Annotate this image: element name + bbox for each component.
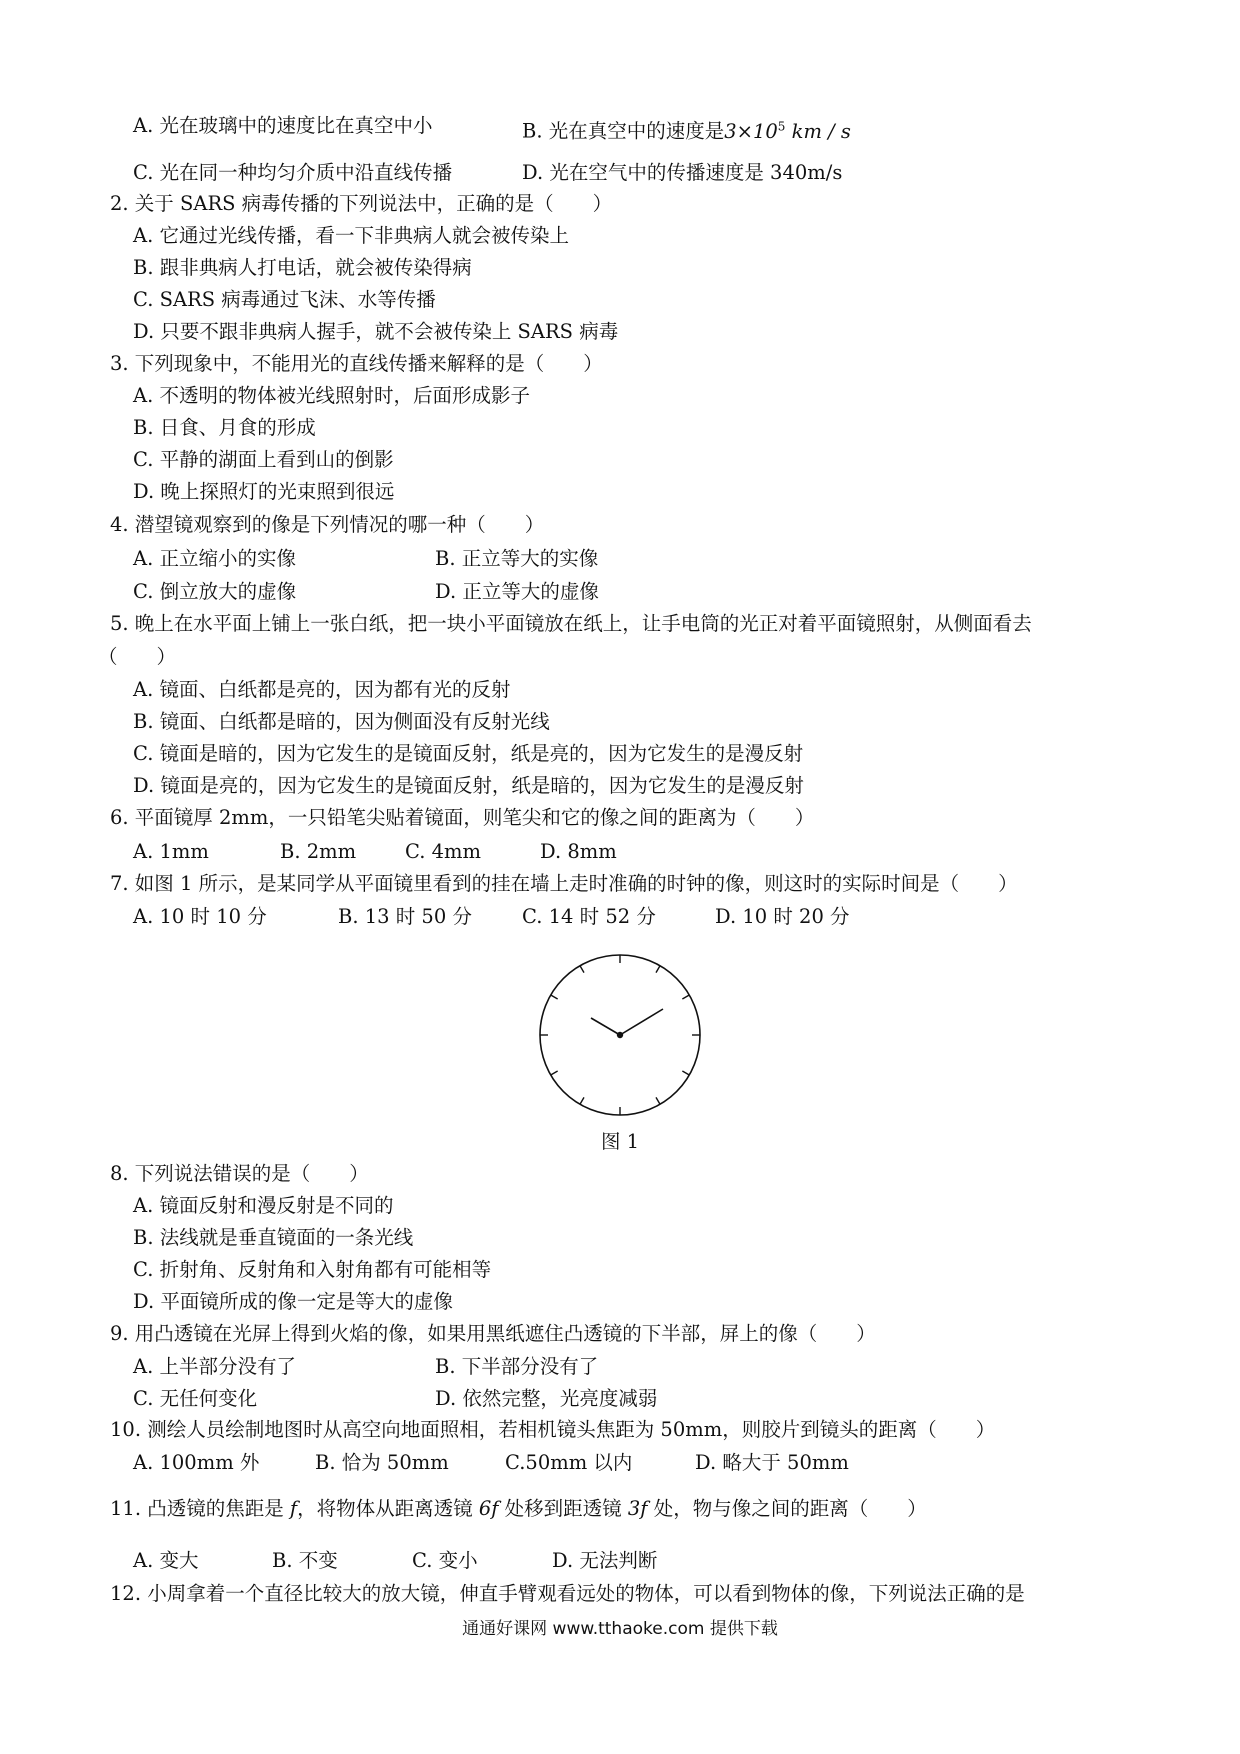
q5-stem-blank: （ ）: [98, 645, 177, 668]
q9-option-c: C. 无任何变化: [133, 1387, 258, 1410]
q7-option-d: D. 10 时 20 分: [715, 905, 850, 928]
q11-math-3f: 3f: [627, 1497, 648, 1520]
q2-stem: 2. 关于 SARS 病毒传播的下列说法中，正确的是（ ）: [110, 192, 613, 215]
q6-stem: 6. 平面镜厚 2mm，一只铅笔尖贴着镜面，则笔尖和它的像之间的距离为（ ）: [110, 806, 815, 829]
q1-option-c: C. 光在同一种均匀介质中沿直线传播: [133, 161, 453, 184]
q11-option-c: C. 变小: [412, 1549, 478, 1572]
q8-option-a: A. 镜面反射和漫反射是不同的: [133, 1194, 394, 1217]
clock-tick: [682, 995, 689, 999]
q1-option-b-math: [724, 120, 851, 143]
q7-option-c: C. 14 时 52 分: [522, 905, 656, 928]
q11-text-1: 11. 凸透镜的焦距是: [110, 1497, 290, 1520]
figure-caption: 图 1: [600, 1130, 640, 1153]
q1-option-b: [522, 112, 851, 146]
q4-option-d: D. 正立等大的虚像: [435, 580, 599, 603]
q11-text-4: 处，物与像之间的距离（ ）: [647, 1497, 927, 1520]
q9-option-a: A. 上半部分没有了: [133, 1355, 296, 1378]
q1-option-a: A. 光在玻璃中的速度比在真空中小: [133, 114, 433, 137]
q1-option-d: D. 光在空气中的传播速度是 340m/s: [522, 161, 843, 184]
q5-stem: 5. 晚上在水平面上铺上一张白纸，把一块小平面镜放在纸上，让手电筒的光正对着平面镜照射，从侧面看去: [110, 612, 1032, 635]
clock-tick: [656, 966, 660, 973]
q6-option-c: C. 4mm: [405, 840, 482, 863]
q10-option-b: B. 恰为 50mm: [315, 1451, 449, 1474]
q7-option-a: A. 10 时 10 分: [133, 905, 267, 928]
q3-stem: 3. 下列现象中，不能用光的直线传播来解释的是（ ）: [110, 352, 603, 375]
clock-tick: [551, 995, 558, 999]
q1-b-exponent: 5: [777, 119, 786, 133]
q11-text-2: ，将物体从距离透镜: [297, 1497, 479, 1520]
q1-option-b-text: B. 光在真空中的速度是: [522, 119, 725, 143]
q6-option-a: A. 1mm: [133, 840, 209, 863]
q1-b-base: 3×10: [724, 119, 778, 143]
q2-option-a: A. 它通过光线传播，看一下非典病人就会被传染上: [133, 224, 569, 247]
q3-option-d: D. 晚上探照灯的光束照到很远: [133, 480, 395, 503]
clock-tick: [580, 1097, 584, 1104]
q6-option-d: D. 8mm: [540, 840, 617, 863]
q10-stem: 10. 测绘人员绘制地图时从高空向地面照相，若相机镜头焦距为 50mm，则胶片到镜头的距离（ ）: [110, 1418, 996, 1441]
q4-option-c: C. 倒立放大的虚像: [133, 580, 297, 603]
q8-option-c: C. 折射角、反射角和入射角都有可能相等: [133, 1258, 492, 1281]
q10-option-c: C.50mm 以内: [505, 1451, 633, 1474]
clock-tick: [551, 1071, 558, 1075]
q5-option-b: B. 镜面、白纸都是暗的，因为侧面没有反射光线: [133, 710, 550, 733]
q1-b-unit: km / s: [785, 119, 851, 143]
q9-stem: 9. 用凸透镜在光屏上得到火焰的像，如果用黑纸遮住凸透镜的下半部，屏上的像（ ）: [110, 1322, 876, 1345]
q3-option-b: B. 日食、月食的形成: [133, 416, 316, 439]
q5-option-c: C. 镜面是暗的，因为它发生的是镜面反射，纸是亮的，因为它发生的是漫反射: [133, 742, 804, 765]
clock-minute-hand: [620, 1009, 663, 1035]
q9-option-b: B. 下半部分没有了: [435, 1355, 599, 1378]
clock-tick: [682, 1071, 689, 1075]
q11-stem: [110, 1495, 927, 1523]
q5-option-a: A. 镜面、白纸都是亮的，因为都有光的反射: [133, 678, 511, 701]
q8-stem: 8. 下列说法错误的是（ ）: [110, 1162, 369, 1185]
q7-option-b: B. 13 时 50 分: [338, 905, 472, 928]
page-footer: 通通好课网 www.tthaoke.com 提供下载: [462, 1619, 778, 1639]
q2-option-c: C. SARS 病毒通过飞沫、水等传播: [133, 288, 436, 311]
q12-stem: 12. 小周拿着一个直径比较大的放大镜，伸直手臂观看远处的物体，可以看到物体的像，下列说法正确的是: [110, 1582, 1025, 1605]
q2-option-b: B. 跟非典病人打电话，就会被传染得病: [133, 256, 472, 279]
q4-option-b: B. 正立等大的实像: [435, 547, 599, 570]
q11-math-6f: 6f: [478, 1497, 499, 1520]
q5-option-d: D. 镜面是亮的，因为它发生的是镜面反射，纸是暗的，因为它发生的是漫反射: [133, 774, 804, 797]
q3-option-c: C. 平静的湖面上看到山的倒影: [133, 448, 394, 471]
q11-math-f: f: [289, 1497, 298, 1520]
q3-option-a: A. 不透明的物体被光线照射时，后面形成影子: [133, 384, 530, 407]
clock-hour-hand: [591, 1018, 620, 1035]
q11-option-b: B. 不变: [272, 1549, 338, 1572]
q10-option-a: A. 100mm 外: [133, 1451, 260, 1474]
q11-option-a: A. 变大: [133, 1549, 199, 1572]
clock-tick: [580, 966, 584, 973]
q9-option-d: D. 依然完整，光亮度减弱: [435, 1387, 658, 1410]
q4-option-a: A. 正立缩小的实像: [133, 547, 296, 570]
q10-option-d: D. 略大于 50mm: [695, 1451, 849, 1474]
q8-option-d: D. 平面镜所成的像一定是等大的虚像: [133, 1290, 453, 1313]
clock-tick: [656, 1097, 660, 1104]
q11-option-d: D. 无法判断: [552, 1549, 658, 1572]
q8-option-b: B. 法线就是垂直镜面的一条光线: [133, 1226, 414, 1249]
q7-stem: 7. 如图 1 所示，是某同学从平面镜里看到的挂在墙上走时准确的时钟的像，则这时的实际时间是（ ）: [110, 872, 1018, 895]
q6-option-b: B. 2mm: [280, 840, 357, 863]
q2-option-d: D. 只要不跟非典病人握手，就不会被传染上 SARS 病毒: [133, 320, 619, 343]
q4-stem: 4. 潜望镜观察到的像是下列情况的哪一种（ ）: [110, 513, 545, 536]
mirror-clock-figure: [535, 950, 705, 1120]
q11-text-3: 处移到距透镜: [498, 1497, 628, 1520]
clock-center-dot: [617, 1032, 623, 1038]
